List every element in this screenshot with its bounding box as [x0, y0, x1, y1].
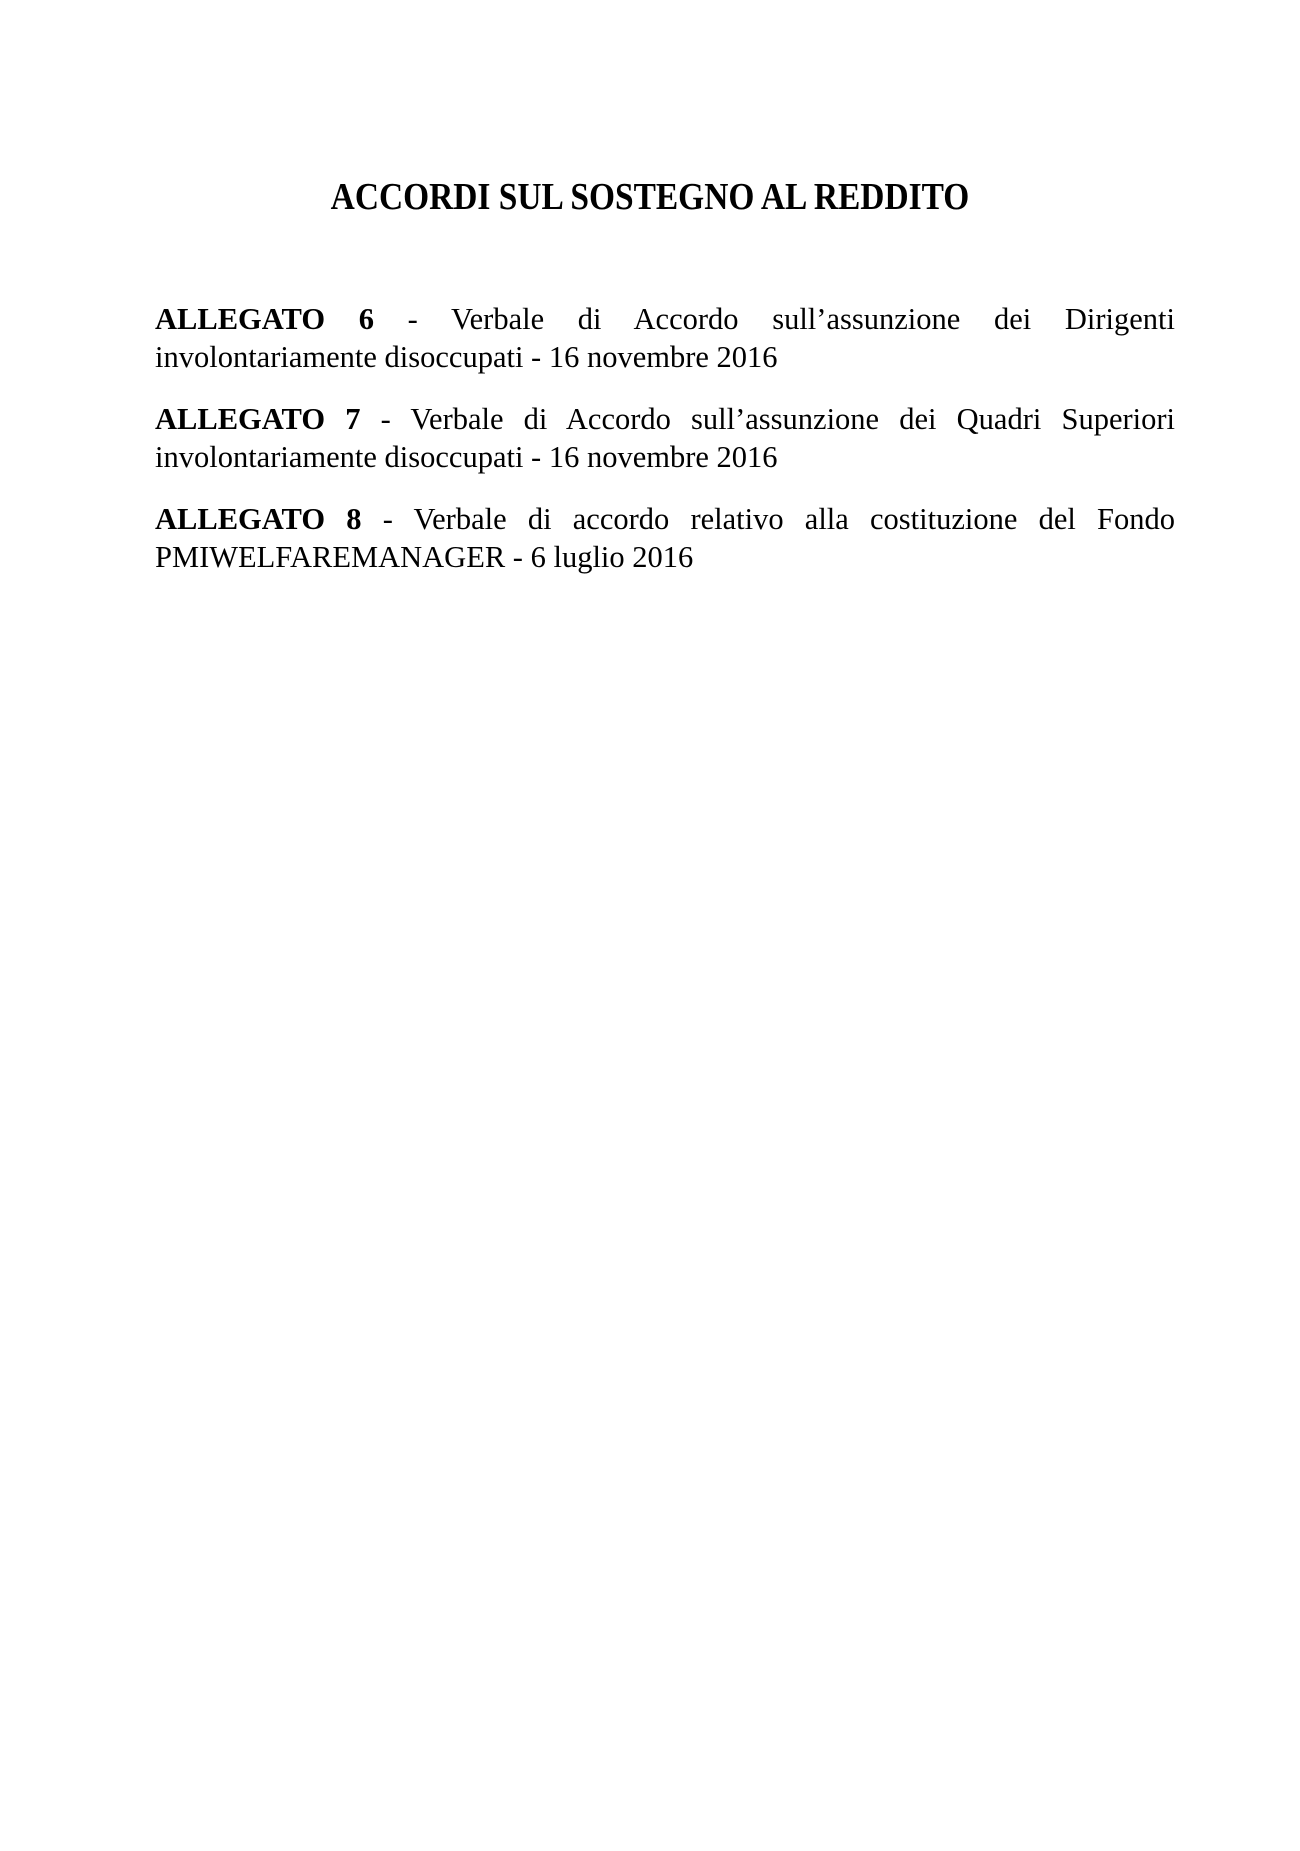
annex-separator: - — [361, 502, 414, 536]
annex-description: Verbale di Accordo sull’assunzione dei Quadri Superiori involontariamente disoccupati - 16 novembre 2016 — [155, 402, 1176, 474]
annex-item-8 — [155, 500, 1175, 576]
annex-separator: - — [360, 402, 411, 436]
annex-label: ALLEGATO 8 — [155, 502, 362, 536]
annex-list — [155, 300, 1175, 600]
annex-label: ALLEGATO 7 — [155, 402, 361, 436]
page-title: ACCORDI SUL SOSTEGNO AL REDDITO — [330, 176, 970, 218]
annex-description: Verbale di accordo relativo alla costituzione del Fondo PMIWELFAREMANAGER - 6 luglio 2016 — [155, 502, 1175, 574]
annex-label: ALLEGATO 6 — [155, 302, 374, 336]
annex-item-6 — [155, 300, 1175, 376]
annex-description: Verbale di Accordo sull’assunzione dei Dirigenti involontariamente disoccupati - 16 novembre 2016 — [155, 302, 1176, 374]
annex-item-7 — [155, 400, 1175, 476]
annex-separator: - — [374, 302, 451, 336]
